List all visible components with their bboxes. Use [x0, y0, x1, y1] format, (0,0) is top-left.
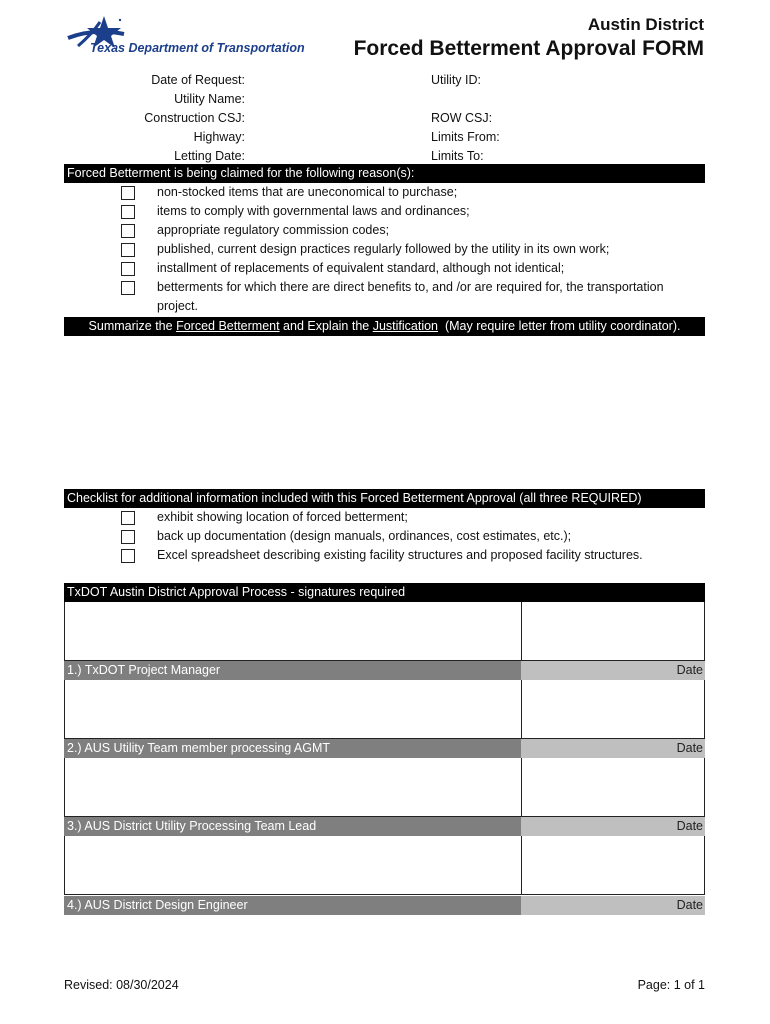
- checklist-header: Checklist for additional information included with this Forced Betterment Approval (all three REQUIRED): [64, 489, 705, 508]
- signer-row: [64, 739, 705, 758]
- checklist-label: Excel spreadsheet describing existing facility structures and proposed facility structures.: [157, 548, 643, 562]
- signature-box[interactable]: [64, 680, 705, 739]
- field-utility-name: Utility Name:: [174, 92, 245, 106]
- reason-label: appropriate regulatory commission codes;: [157, 223, 390, 237]
- reason-checkbox[interactable]: [121, 224, 135, 238]
- signature-box[interactable]: [64, 836, 705, 895]
- reason-label: betterments for which there are direct benefits to, and /or are required for, the transportation: [157, 280, 664, 294]
- signer-row: [64, 896, 705, 915]
- revised-date: Revised: 08/30/2024: [64, 978, 179, 992]
- district-title: Austin District: [587, 15, 704, 34]
- signer-label: 2.) AUS Utility Team member processing AGMT: [64, 739, 521, 758]
- reason-label: non-stocked items that are uneconomical to purchase;: [157, 185, 458, 199]
- date-label: Date: [521, 739, 705, 758]
- signer-row: [64, 817, 705, 836]
- field-limits-from: Limits From:: [431, 130, 500, 144]
- checklist-checkbox[interactable]: [121, 530, 135, 544]
- date-label: Date: [521, 896, 705, 915]
- field-highway: Highway:: [193, 130, 245, 144]
- field-date-of-request: Date of Request:: [151, 73, 245, 87]
- signer-row: [64, 661, 705, 680]
- summary-header: Summarize the Forced Betterment and Explain the Justification (May require letter from utility coordinator).: [64, 317, 705, 336]
- org-name: Texas Department of Transportation: [90, 41, 305, 55]
- checklist-checkbox[interactable]: [121, 549, 135, 563]
- summary-text-area[interactable]: [64, 336, 705, 486]
- reason-checkbox[interactable]: [121, 205, 135, 219]
- page-number: Page: 1 of 1: [637, 978, 705, 992]
- txdot-logo: [64, 14, 304, 60]
- signature-box[interactable]: [64, 602, 705, 661]
- field-letting-date: Letting Date:: [174, 149, 245, 163]
- reason-label-continuation: project.: [157, 299, 198, 313]
- form-title: Forced Betterment Approval FORM: [353, 37, 704, 60]
- reason-checkbox[interactable]: [121, 243, 135, 257]
- field-construction-csj: Construction CSJ:: [144, 111, 245, 125]
- field-row-csj: ROW CSJ:: [431, 111, 493, 125]
- date-label: Date: [521, 661, 705, 680]
- date-label: Date: [521, 817, 705, 836]
- field-utility-id: Utility ID:: [431, 73, 481, 87]
- signer-label: 1.) TxDOT Project Manager: [64, 661, 521, 680]
- signature-box[interactable]: [64, 758, 705, 817]
- checklist-checkbox[interactable]: [121, 511, 135, 525]
- reason-checkbox[interactable]: [121, 186, 135, 200]
- signer-label: 3.) AUS District Utility Processing Team Lead: [64, 817, 521, 836]
- checklist-label: exhibit showing location of forced betterment;: [157, 510, 408, 524]
- reason-label: published, current design practices regularly followed by the utility in its own work;: [157, 242, 610, 256]
- reasons-header: Forced Betterment is being claimed for the following reason(s):: [64, 164, 705, 183]
- reason-label: installment of replacements of equivalent standard, although not identical;: [157, 261, 565, 275]
- signer-label: 4.) AUS District Design Engineer: [64, 896, 521, 915]
- reason-checkbox[interactable]: [121, 262, 135, 276]
- field-limits-to: Limits To:: [431, 149, 484, 163]
- approval-header: TxDOT Austin District Approval Process - signatures required: [64, 583, 705, 602]
- reason-checkbox[interactable]: [121, 281, 135, 295]
- reason-label: items to comply with governmental laws and ordinances;: [157, 204, 470, 218]
- checklist-label: back up documentation (design manuals, ordinances, cost estimates, etc.);: [157, 529, 572, 543]
